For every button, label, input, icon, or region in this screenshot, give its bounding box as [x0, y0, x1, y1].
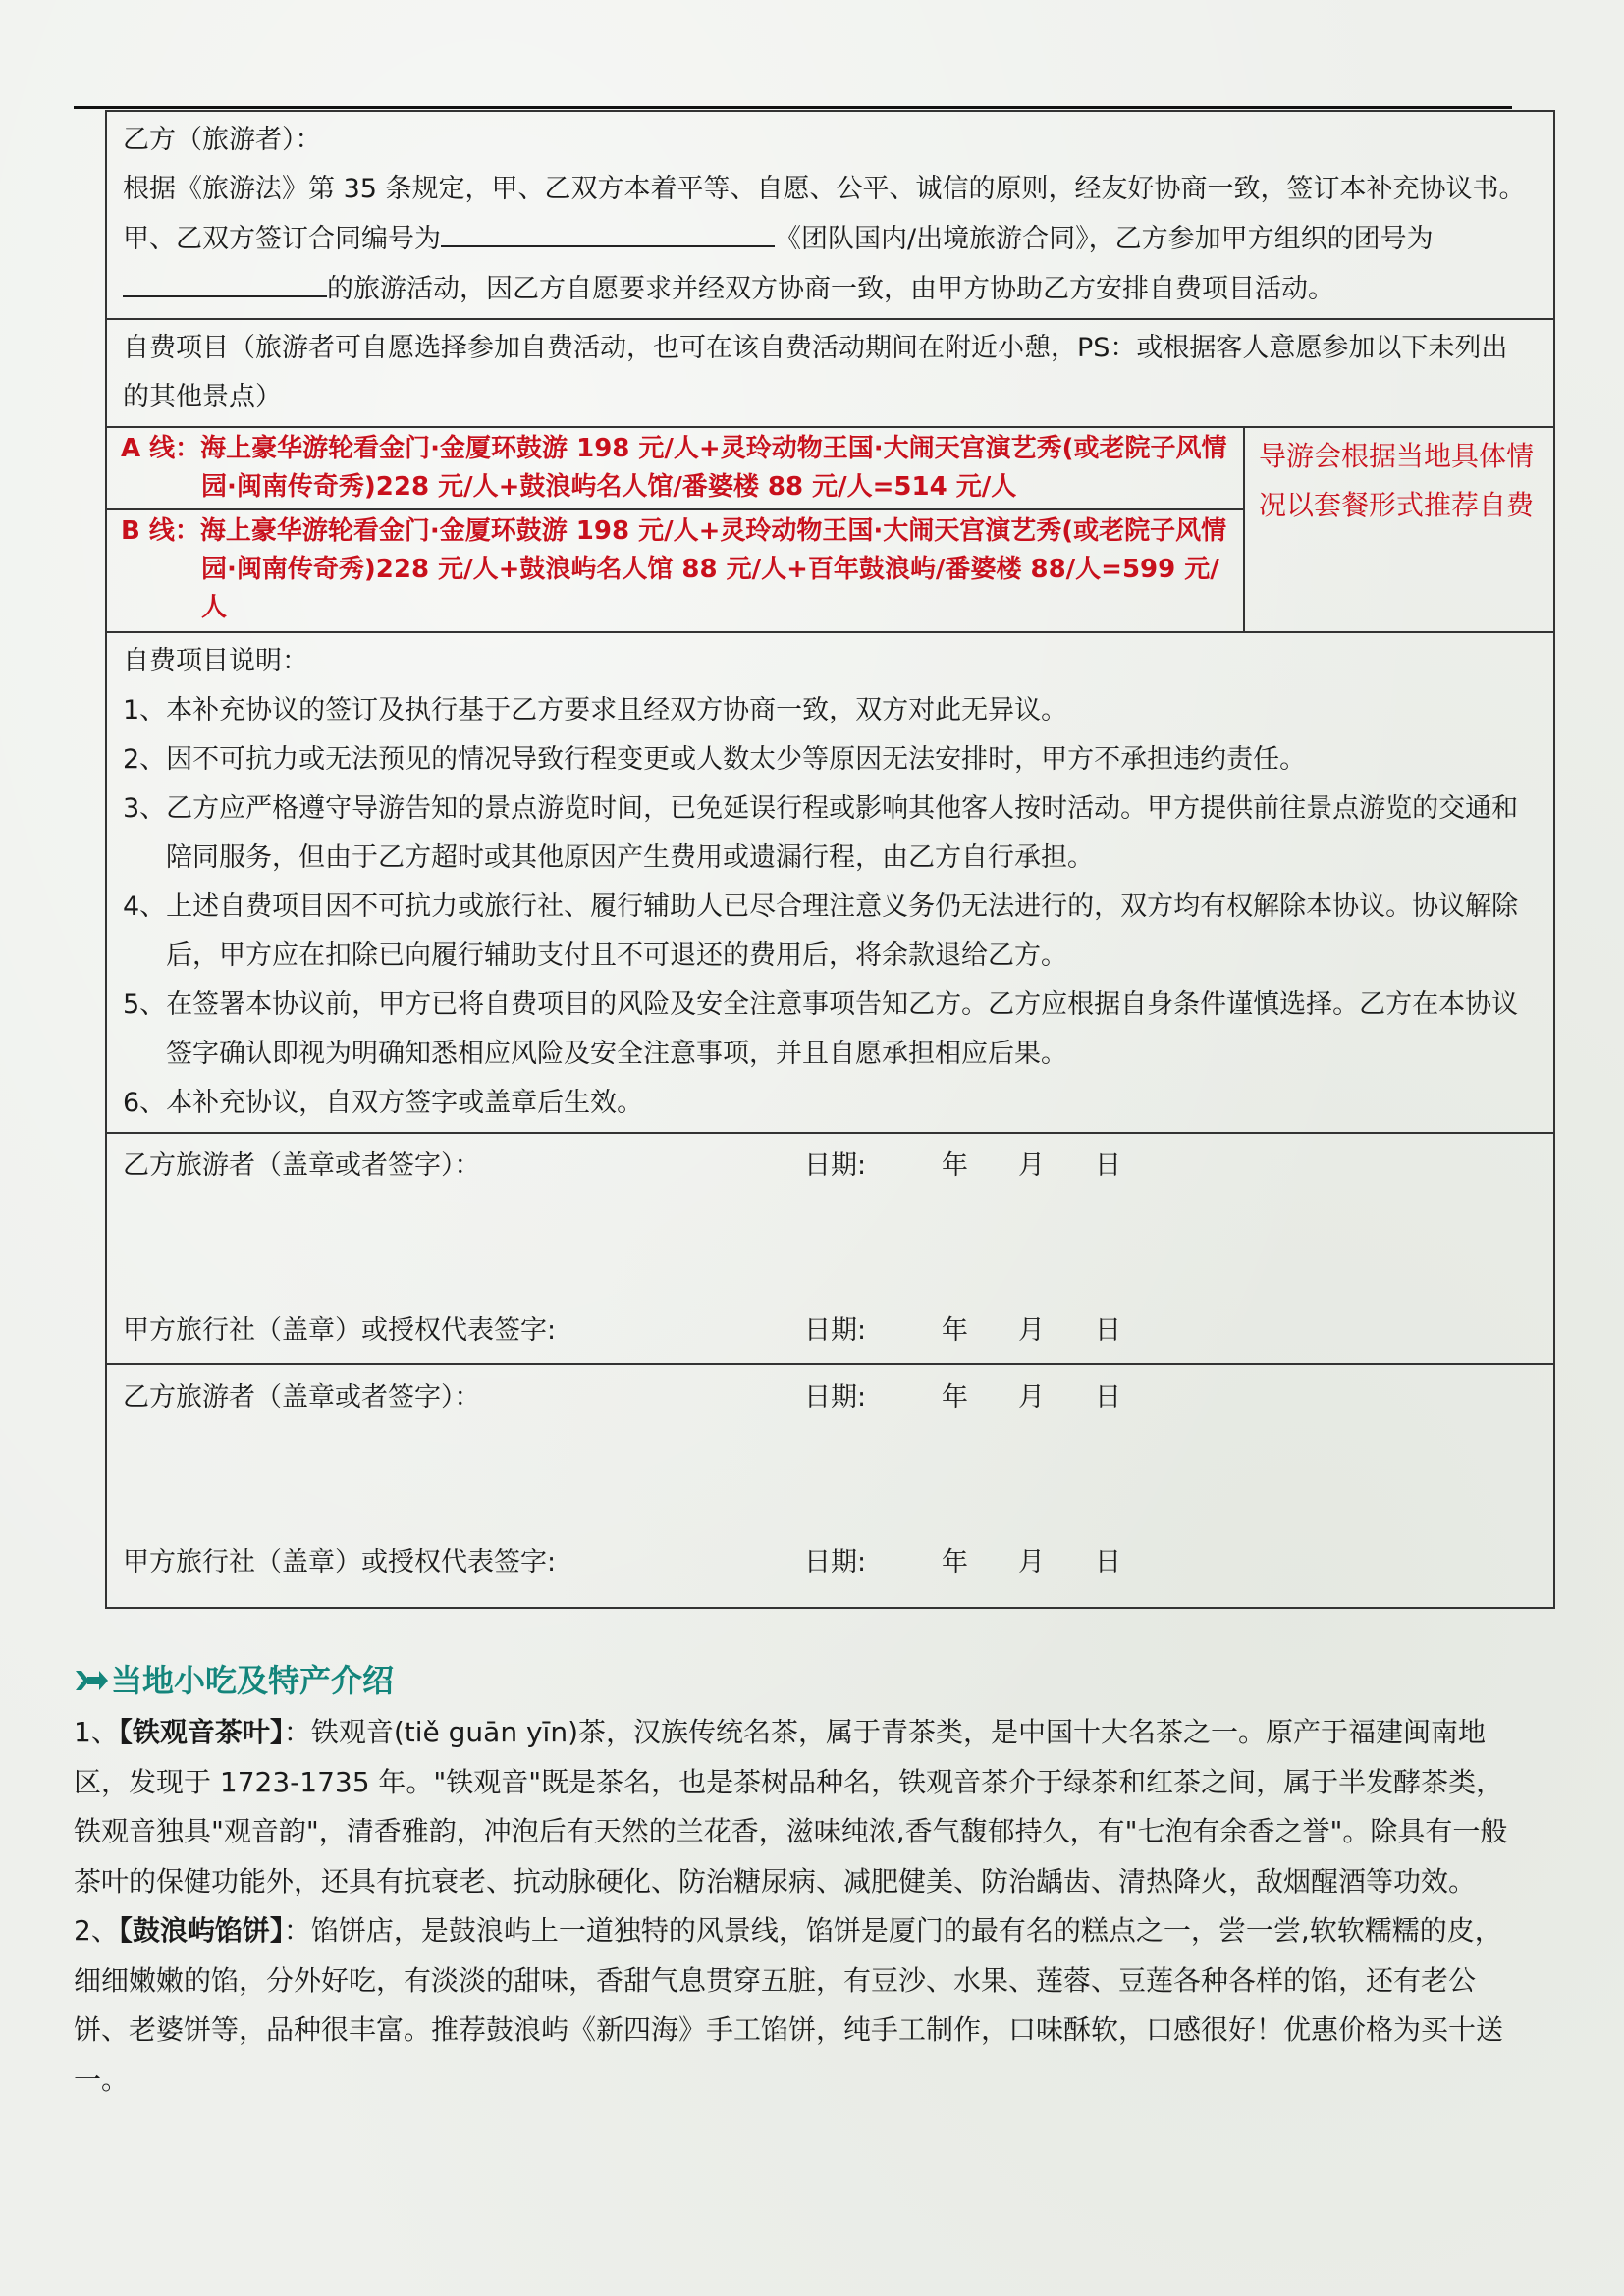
top-rule — [74, 106, 1512, 109]
route-b-text: B 线：海上豪华游轮看金门·金厦环鼓游 198 元/人+灵玲动物王国·大闹天宫演艺秀(或老院子风情园·闽南传奇秀)228 元/人+鼓浪屿名人馆 88 元/人+百年鼓浪屿/番婆楼 88/人=599 元/人 — [121, 516, 1227, 622]
route-a-row — [106, 427, 1554, 509]
route-b-cell — [106, 509, 1244, 632]
route-a-text: A 线：海上豪华游轮看金门·金厦环鼓游 198 元/人+灵玲动物王国·大闹天宫演艺秀(或老院子风情园·闽南传奇秀)228 元/人+鼓浪屿名人馆/番婆楼 88 元/人=514 元/人 — [121, 434, 1227, 502]
notes-row — [106, 632, 1554, 1133]
note-item: 1、本补充协议的签订及执行基于乙方要求且经双方协商一致，双方对此无异议。 — [123, 695, 1068, 725]
signature-row-1 — [106, 1133, 1554, 1364]
agency-signature-label: 甲方旅行社（盖章）或授权代表签字: — [123, 1315, 557, 1346]
party-b-label: 乙方（旅游者）： — [123, 125, 322, 155]
snack-description: ：铁观音(tiě guān yīn)茶，汉族传统名茶，属于青茶类，是中国十大名茶之一。原产于福建闽南地区，发现于 1723-1735 年。"铁观音"既是茶名，也是茶树品种名，铁观音茶介于绿茶和红茶之间，属于半发酵茶类，铁观音独具"观音韵"，清香雅韵，冲泡后有天然的兰花香，滋味纯浓,香气馥郁持久，有"七泡有余香之誉"。除具有一般茶叶的保健功能外，还具有抗衰老、抗动脉硬化、防治糖尿病、减肥健美、防治龋齿、清热降火，敌烟醒酒等功效。 — [74, 1716, 1508, 1897]
preamble-row — [106, 111, 1554, 319]
note-item: 6、本补充协议，自双方签字或盖章后生效。 — [123, 1088, 644, 1118]
tourist-signature-date: 日期: 年 月 日 — [804, 1150, 1121, 1181]
snacks-intro — [74, 1708, 1512, 2105]
note-item: 4、上述自费项目因不可抗力或旅行社、履行辅助人已尽合理注意义务仍无法进行的，双方均有权解除本协议。协议解除后，甲方应在扣除已向履行辅助支付且不可退还的费用后，将余款退给乙方。 — [123, 891, 1519, 971]
preamble-text: 根据《旅游法》第 35 条规定，甲、乙双方本着平等、自愿、公平、诚信的原则，经友好协商一致，签订本补充协议书。甲、乙双方签订合同编号为 《团队国内/出境旅游合同》，乙方参加甲方组织的团号为的旅游活动，因乙方自愿要求并经双方协商一致，由甲方协助乙方安排自费项目活动。 — [123, 174, 1526, 304]
optional-header-text: 自费项目（旅游者可自愿选择参加自费活动，也可在该自费活动期间在附近小憩，PS：或根据客人意愿参加以下未列出的其他景点） — [123, 333, 1508, 412]
note-item: 2、因不可抗力或无法预见的情况导致行程变更或人数太少等原因无法安排时，甲方不承担违约责任。 — [123, 744, 1307, 774]
arrow-right-icon — [74, 1668, 109, 1693]
tourist-signature-label: 乙方旅游者（盖章或者签字）： — [123, 1150, 481, 1181]
snack-name: 【铁观音茶叶】 — [118, 1716, 284, 1748]
optional-header-row — [106, 319, 1554, 427]
snack-description: ：馅饼店，是鼓浪屿上一道独特的风景线，馅饼是厦门的最有名的糕点之一，尝一尝,软软糯糯的皮，细细嫩嫩的馅，分外好吃，有淡淡的甜味，香甜气息贯穿五脏，有豆沙、水果、莲蓉、豆莲各种各样的馅，还有老公饼、老婆饼等，品种很丰富。推荐鼓浪屿《新四海》手工馅饼，纯手工制作，口味酥软，口感很好！优惠价格为买十送一。 — [74, 1914, 1504, 2096]
optional-header-cell — [106, 319, 1554, 427]
snack-item-pie: 2、【鼓浪屿馅饼】：馅饼店，是鼓浪屿上一道独特的风景线，馅饼是厦门的最有名的糕点之一，尝一尝,软软糯糯的皮，细细嫩嫩的馅，分外好吃，有淡淡的甜味，香甜气息贯穿五脏，有豆沙、水果、莲蓉、豆莲各种各样的馅，还有老公饼、老婆饼等，品种很丰富。推荐鼓浪屿《新四海》手工馅饼，纯手工制作，口味酥软，口感很好！优惠价格为买十送一。 — [74, 1914, 1504, 2096]
supplementary-agreement-table — [105, 110, 1555, 1609]
contract-number-blank[interactable] — [441, 214, 775, 247]
guide-note-cell — [1244, 427, 1554, 632]
snack-item-tieguanyin: 1、【铁观音茶叶】：铁观音(tiě guān yīn)茶，汉族传统名茶，属于青茶类，是中国十大名茶之一。原产于福建闽南地区，发现于 1723-1735 年。"铁观音"既是茶名，也是茶树品种名，铁观音茶介于绿茶和红茶之间，属于半发酵茶类，铁观音独具"观音韵"，清香雅韵，冲泡后有天然的兰花香，滋味纯浓,香气馥郁持久，有"七泡有余香之誉"。除具有一般茶叶的保健功能外，还具有抗衰老、抗动脉硬化、防治糖尿病、减肥健美、防治龋齿、清热降火，敌烟醒酒等功效。 — [74, 1716, 1508, 1897]
route-a-cell — [106, 427, 1244, 509]
snacks-title-text: 当地小吃及特产介绍 — [111, 1662, 395, 1699]
notes-title: 自费项目说明： — [123, 646, 308, 676]
signature-cell-1[interactable] — [106, 1133, 1554, 1364]
note-item: 5、在签署本协议前，甲方已将自费项目的风险及安全注意事项告知乙方。乙方应根据自身条件谨慎选择。乙方在本协议签字确认即视为明确知悉相应风险及安全注意事项，并且自愿承担相应后果。 — [123, 989, 1519, 1069]
group-number-blank[interactable] — [123, 264, 327, 297]
agency-signature-date: 日期: 年 月 日 — [804, 1547, 1121, 1577]
signature-row-2 — [106, 1364, 1554, 1608]
tourist-signature-label: 乙方旅游者（盖章或者签字）： — [123, 1382, 481, 1413]
preamble-cell — [106, 111, 1554, 319]
notes-cell — [106, 632, 1554, 1133]
agency-signature-date: 日期: 年 月 日 — [804, 1315, 1121, 1346]
signature-cell-2[interactable] — [106, 1364, 1554, 1608]
tourist-signature-date: 日期: 年 月 日 — [804, 1382, 1121, 1413]
snacks-section-title — [74, 1651, 394, 1710]
guide-note-text: 导游会根据当地具体情况以套餐形式推荐自费 — [1259, 440, 1535, 521]
note-item: 3、乙方应严格遵守导游告知的景点游览时间，已免延误行程或影响其他客人按时活动。甲方提供前往景点游览的交通和陪同服务，但由于乙方超时或其他原因产生费用或遗漏行程，由乙方自行承担。 — [123, 793, 1519, 873]
snack-name: 【鼓浪屿馅饼】 — [118, 1914, 284, 1947]
agency-signature-label: 甲方旅行社（盖章）或授权代表签字: — [123, 1547, 557, 1577]
